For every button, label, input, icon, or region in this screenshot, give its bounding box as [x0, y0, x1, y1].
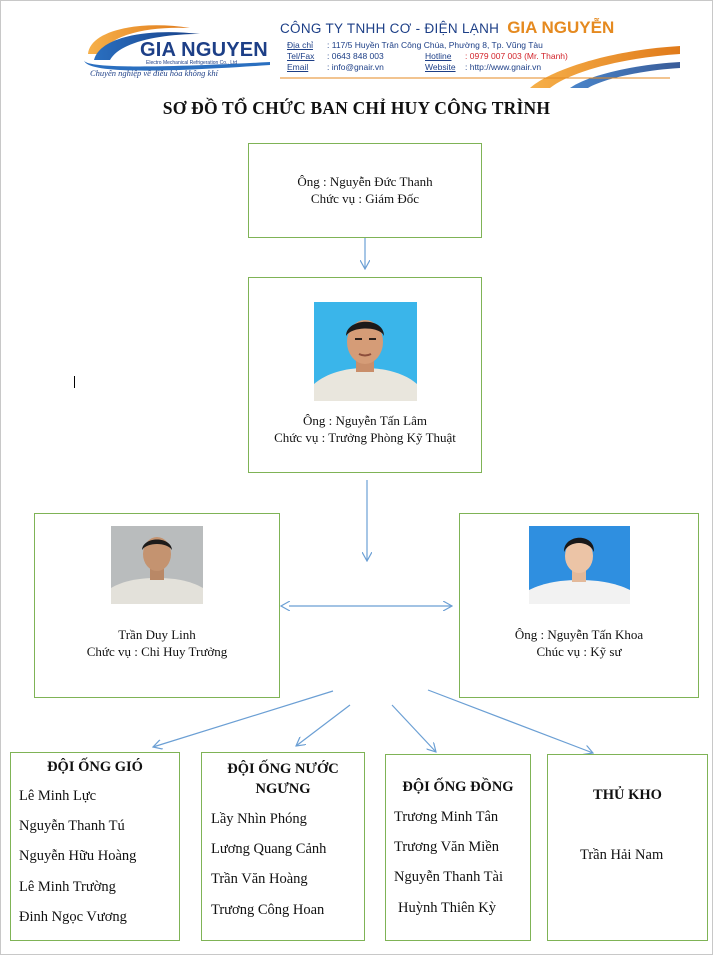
team-member: Trương Minh Tân — [394, 809, 499, 825]
director-name: Ông : Nguyễn Đức Thanh — [297, 174, 433, 189]
logo-wordmark: GIA NGUYEN — [140, 39, 268, 61]
portrait-image — [111, 526, 203, 604]
team-condensate-box — [201, 752, 365, 941]
portrait-image — [529, 526, 630, 604]
address-label: Địa chỉ — [287, 40, 313, 50]
commander-box — [34, 513, 280, 698]
website-value: : http://www.gnair.vn — [465, 62, 542, 72]
team-member: Trần Hải Nam — [580, 847, 664, 863]
commander-name: Trần Duy Linh — [118, 627, 196, 642]
tech-head-title: Chức vụ : Trưởng Phòng Kỹ Thuật — [274, 430, 456, 445]
engineer-photo — [529, 526, 630, 604]
team-title: ĐỘI ỐNG ĐỒNG — [402, 779, 514, 795]
team-member: Trương Công Hoan — [211, 902, 325, 918]
team-title: THỦ KHO — [593, 787, 662, 803]
team-copper-box — [385, 754, 531, 941]
team-member: Lê Minh Lực — [19, 788, 97, 804]
telfax-value: : 0643 848 003 — [327, 51, 384, 61]
commander-title: Chức vụ : Chỉ Huy Trưởng — [86, 644, 228, 659]
tech-head-photo — [314, 302, 417, 401]
team-member: Lầy Nhìn Phóng — [211, 811, 307, 827]
team-member: Nguyễn Hữu Hoàng — [19, 848, 137, 864]
tech-head-box — [248, 277, 482, 473]
director-title: Chức vụ : Giám Đốc — [310, 191, 420, 206]
director-box — [248, 143, 482, 238]
company-brand: GIA NGUYỄN — [507, 18, 615, 37]
team-member: Lê Minh Trường — [19, 879, 116, 895]
logo-subtext: Electro Mechanical Refrigeration Co., Ltd — [146, 60, 238, 66]
team-member: Đinh Ngọc Vương — [19, 909, 127, 925]
team-member: Huỳnh Thiên Kỳ — [398, 900, 497, 916]
engineer-name: Ông : Nguyễn Tấn Khoa — [514, 627, 644, 642]
arrow-to-team-condensate — [296, 705, 350, 746]
address-value: : 117/5 Huyền Trân Công Chúa, Phường 8, Tp. Vũng Tàu — [327, 40, 543, 50]
engineer-box — [459, 513, 699, 698]
team-air-duct-box — [10, 752, 180, 941]
team-member: Trần Văn Hoàng — [211, 871, 308, 887]
commander-photo — [111, 526, 203, 604]
team-member: Nguyễn Thanh Tú — [19, 818, 125, 834]
telfax-label: Tel/Fax — [287, 51, 315, 61]
hotline-label: Hotline — [425, 51, 452, 61]
team-title-line2: NGƯNG — [255, 781, 311, 797]
tech-head-name: Ông : Nguyễn Tấn Lâm — [303, 413, 427, 428]
team-member: Nguyễn Thanh Tài — [394, 869, 503, 885]
team-member: Lương Quang Cảnh — [211, 841, 327, 857]
slogan: Chuyên nghiệp về điều hòa không khí — [90, 68, 218, 78]
website-label: Website — [425, 62, 456, 72]
team-title: ĐỘI ỐNG GIÓ — [47, 759, 143, 775]
arrow-to-team-copper — [392, 705, 436, 752]
page-title: SƠ ĐỒ TỔ CHỨC BAN CHỈ HUY CÔNG TRÌNH — [162, 98, 551, 118]
email-value: : info@gnair.vn — [327, 62, 384, 72]
company-name: CÔNG TY TNHH CƠ - ĐIỆN LẠNH — [280, 21, 500, 36]
engineer-title: Chúc vụ : Kỹ sư — [536, 644, 622, 659]
email-label: Email — [287, 62, 309, 72]
team-title: ĐỘI ỐNG NƯỚC — [227, 761, 339, 777]
team-member: Trương Văn Miền — [394, 839, 499, 855]
arrow-to-storekeeper — [428, 690, 593, 753]
portrait-image — [314, 302, 417, 401]
storekeeper-box — [547, 754, 708, 941]
hotline-value: : 0979 007 003 (Mr. Thanh) — [465, 51, 568, 61]
